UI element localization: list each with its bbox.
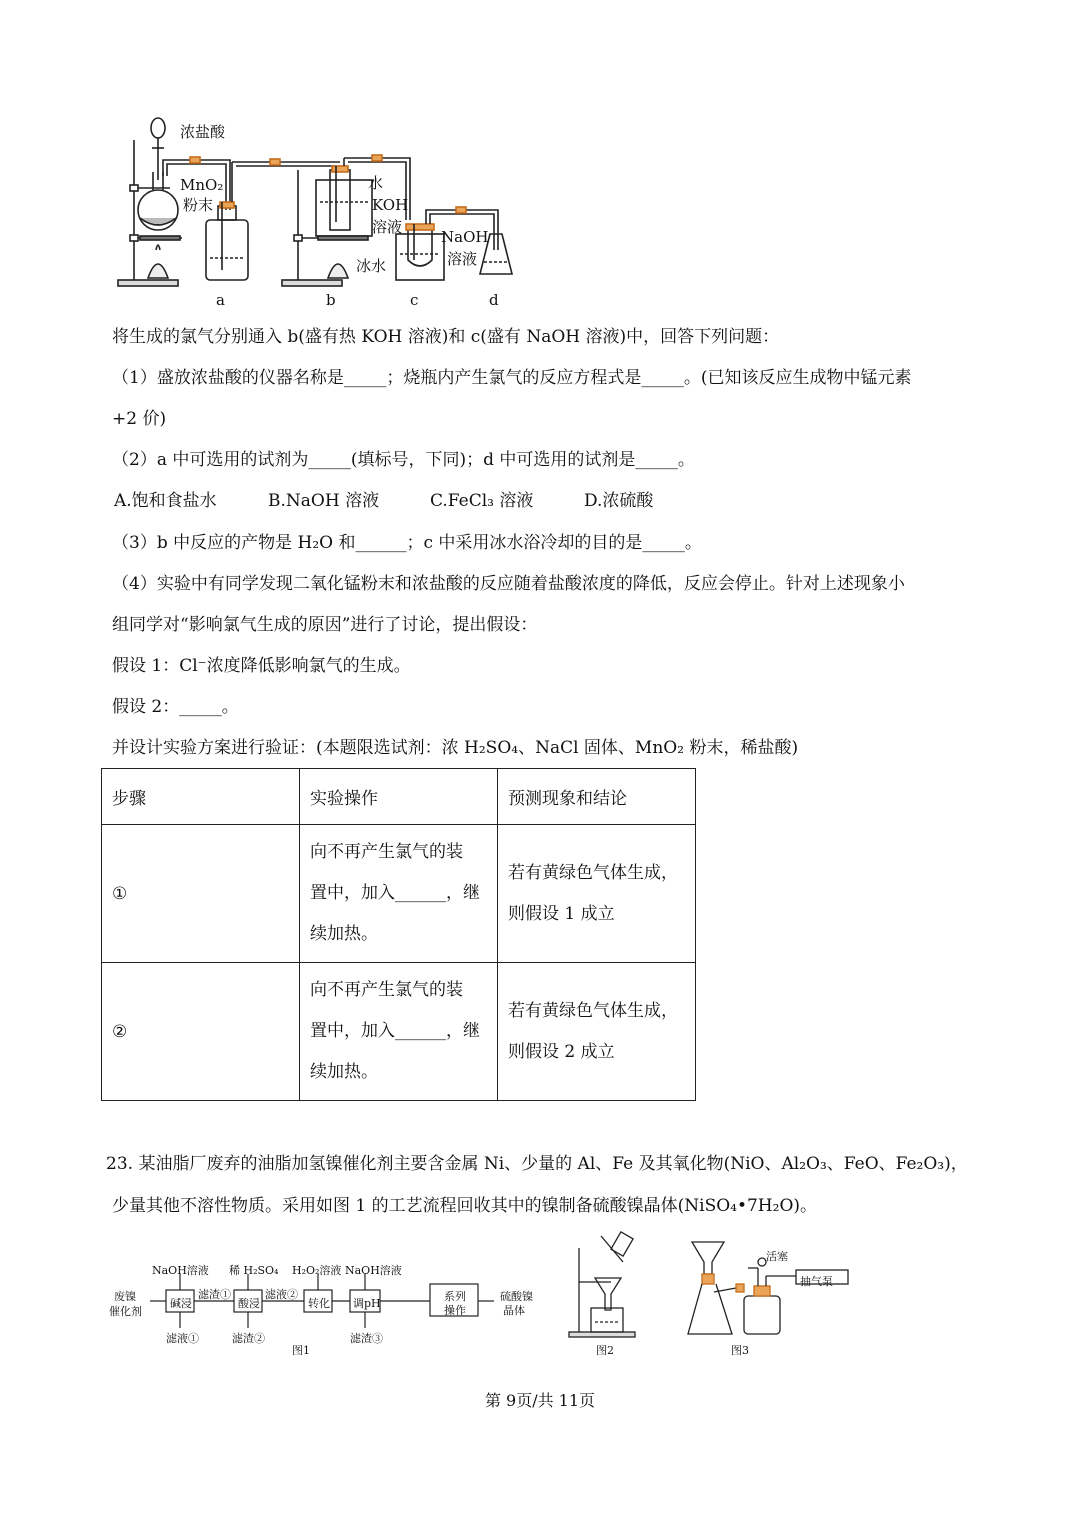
figure-1-label: 图1 xyxy=(292,1344,310,1357)
question-23-line1: 23. 某油脂厂废弃的油脂加氢镍催化剂主要含金属 Ni、少量的 Al、Fe 及其氧化物(NiO、Al₂O₃、FeO、Fe₂O₃)， xyxy=(106,1154,968,1174)
flow-end-line2: 晶体 xyxy=(503,1304,525,1317)
table-cell-result xyxy=(498,963,696,1101)
option-a: A.饱和食盐水 xyxy=(114,491,217,511)
flow-input-naoh: NaOH溶液 xyxy=(152,1264,209,1277)
question-3: （3）b 中反应的产物是 H₂O 和______；c 中采用冰水浴冷却的目的是_____。 xyxy=(112,533,702,553)
label-water: 水 xyxy=(368,174,384,192)
table-cell-operation xyxy=(300,963,498,1101)
table-header-step: 步骤 xyxy=(102,769,300,825)
flow-out-filtrate-1: 滤液① xyxy=(166,1332,199,1345)
hypothesis-1: 假设 1：Cl⁻浓度降低影响氯气的生成。 xyxy=(112,656,411,676)
flow-box-adjust-ph: 调pH xyxy=(353,1297,381,1310)
result-line: 则假设 1 成立 xyxy=(508,903,615,924)
flow-input-naoh-2: NaOH溶液 xyxy=(345,1264,402,1277)
label-d: d xyxy=(489,291,499,309)
operation-line: 向不再产生氯气的装 xyxy=(310,842,463,862)
experiment-table xyxy=(101,768,696,1101)
label-koh-solution: 溶液 xyxy=(372,218,403,236)
flow-box-conversion: 转化 xyxy=(308,1297,330,1310)
label-b: b xyxy=(326,291,336,309)
table-cell-operation xyxy=(300,825,498,963)
question-23-line2: 少量其他不溶性物质。采用如图 1 的工艺流程回收其中的镍制备硫酸镍晶体(NiSO₄•7H₂O)。 xyxy=(112,1196,818,1216)
page-number: 第 9页/共 11页 xyxy=(484,1391,596,1410)
question-2: （2）a 中可选用的试剂为_____(填标号，下同)；d 中可选用的试剂是_____。 xyxy=(112,450,695,470)
question-4-line1: （4）实验中有同学发现二氧化锰粉末和浓盐酸的反应随着盐酸浓度的降低，反应会停止。针对上述现象小 xyxy=(112,574,905,594)
result-line: 若有黄绿色气体生成， xyxy=(508,862,678,883)
option-b: B.NaOH 溶液 xyxy=(268,491,380,511)
option-c: C.FeCl₃ 溶液 xyxy=(430,491,534,511)
flow-input-h2o2: H₂O₂溶液 xyxy=(292,1264,342,1277)
label-koh: KOH xyxy=(372,196,409,214)
figure-3-label: 图3 xyxy=(731,1344,749,1357)
operation-line: 置中，加入______，继 xyxy=(310,883,480,903)
result-line: 则假设 2 成立 xyxy=(508,1041,615,1062)
intro-text: 将生成的氯气分别通入 b(盛有热 KOH 溶液)和 c(盛有 NaOH 溶液)中，回答下列问题： xyxy=(112,327,780,347)
label-c: c xyxy=(410,291,419,309)
label-a: a xyxy=(216,291,225,309)
option-d: D.浓硫酸 xyxy=(584,491,654,511)
question-1-line1: （1）盛放浓盐酸的仪器名称是_____；烧瓶内产生氯气的反应方程式是_____。(已知该反应生成物中锰元素 xyxy=(112,368,912,388)
table-row xyxy=(102,963,696,1101)
flow-start-line2: 催化剂 xyxy=(109,1305,142,1318)
label-naoh: NaOH xyxy=(441,228,489,246)
flow-out-residue-2: 滤渣② xyxy=(232,1332,265,1345)
table-cell-step: ② xyxy=(102,963,300,1101)
chlorine-apparatus-diagram xyxy=(110,110,540,310)
question-1-line2: +2 价) xyxy=(112,409,167,429)
label-ice-water: 冰水 xyxy=(356,257,387,275)
hypothesis-2: 假设 2：_____。 xyxy=(112,697,239,717)
filtration-apparatus xyxy=(565,1228,645,1340)
label-mno2: MnO₂ xyxy=(180,176,224,194)
table-row xyxy=(102,825,696,963)
question-4-line2: 组同学对“影响氯气生成的原因”进行了讨论，提出假设： xyxy=(112,615,538,635)
operation-line: 续加热。 xyxy=(310,1062,378,1082)
flow-input-h2so4: 稀 H₂SO₄ xyxy=(229,1264,279,1277)
label-powder: 粉末 xyxy=(183,196,214,214)
flow-box-alkali-leach: 碱浸 xyxy=(170,1297,192,1310)
flow-box-acid-leach: 酸浸 xyxy=(238,1297,260,1310)
table-header-row xyxy=(102,769,696,825)
figure-2-label: 图2 xyxy=(596,1344,614,1357)
table-header-operation: 实验操作 xyxy=(300,769,498,825)
result-line: 若有黄绿色气体生成， xyxy=(508,1000,678,1021)
label-vacuum-pump: 抽气泵 xyxy=(800,1275,833,1288)
flow-end-line1: 硫酸镍 xyxy=(500,1290,533,1303)
operation-line: 向不再产生氯气的装 xyxy=(310,980,463,1000)
flow-out-residue-3: 滤渣③ xyxy=(350,1332,383,1345)
design-text: 并设计实验方案进行验证：(本题限选试剂：浓 H₂SO₄、NaCl 固体、MnO₂ 粉末，稀盐酸) xyxy=(112,738,799,758)
flow-mid-residue-1: 滤渣① xyxy=(198,1288,231,1301)
flow-box-series-line1: 系列 xyxy=(444,1290,466,1303)
table-cell-result xyxy=(498,825,696,963)
label-valve: 活塞 xyxy=(766,1250,788,1263)
flow-box-series-line2: 操作 xyxy=(444,1304,466,1317)
label-naoh-solution: 溶液 xyxy=(447,250,478,268)
operation-line: 续加热。 xyxy=(310,924,378,944)
flow-start-line1: 废镍 xyxy=(114,1290,136,1303)
operation-line: 置中，加入______，继 xyxy=(310,1021,480,1041)
table-header-result: 预测现象和结论 xyxy=(498,769,696,825)
table-cell-step: ① xyxy=(102,825,300,963)
label-concentrated-hcl: 浓盐酸 xyxy=(180,123,226,141)
flow-mid-filtrate-2: 滤液② xyxy=(265,1288,298,1301)
